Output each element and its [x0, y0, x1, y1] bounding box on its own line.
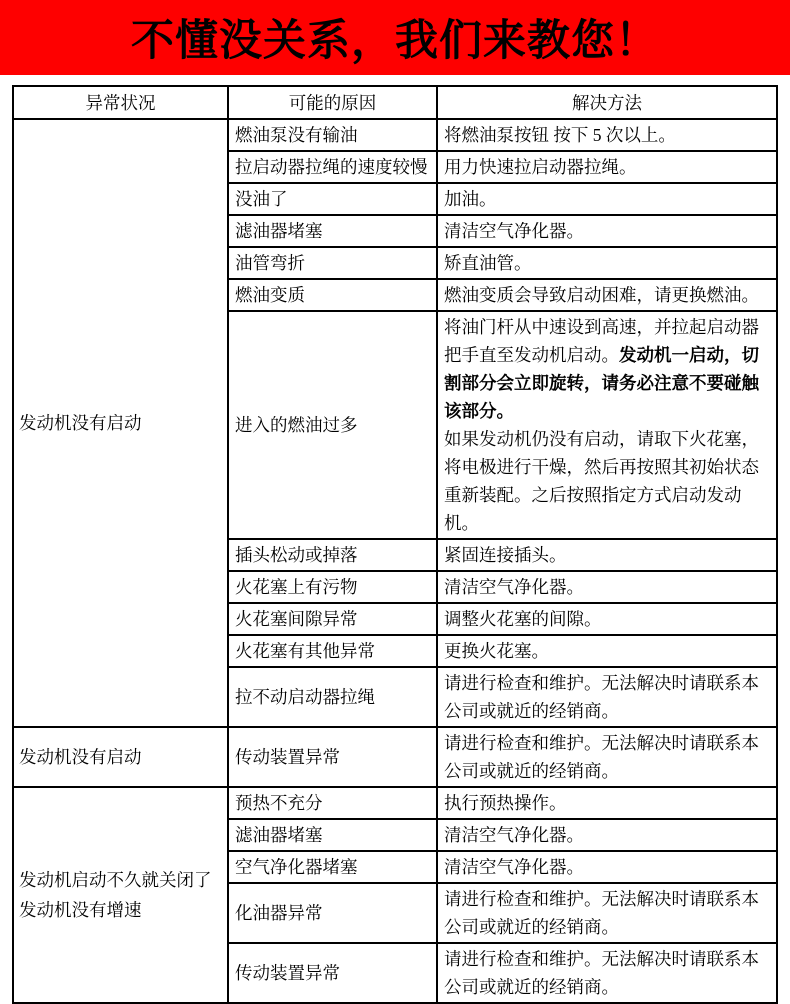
condition-cell [13, 787, 228, 1003]
troubleshooting-table [12, 85, 778, 1004]
solution-cell: 清洁空气净化器。 [437, 571, 777, 603]
table-header-row [13, 86, 777, 119]
cause-cell: 滤油器堵塞 [228, 215, 437, 247]
solution-cell: 清洁空气净化器。 [437, 215, 777, 247]
cause-cell: 预热不充分 [228, 787, 437, 819]
cause-cell: 空气净化器堵塞 [228, 851, 437, 883]
cause-cell: 滤油器堵塞 [228, 819, 437, 851]
solution-cell: 紧固连接插头。 [437, 539, 777, 571]
cause-cell: 插头松动或掉落 [228, 539, 437, 571]
condition-line: 发动机没有启动 [19, 747, 142, 767]
cause-cell: 火花塞上有污物 [228, 571, 437, 603]
condition-line: 发动机没有启动 [19, 413, 142, 433]
troubleshooting-table-body [13, 119, 777, 1003]
solution-cell: 请进行检查和维护。无法解决时请联系本公司或就近的经销商。 [437, 883, 777, 943]
table-row [13, 787, 777, 819]
header-cause: 可能的原因 [228, 86, 437, 119]
condition-cell [13, 119, 228, 727]
cause-cell: 化油器异常 [228, 883, 437, 943]
table-row [13, 119, 777, 151]
solution-cell: 更换火花塞。 [437, 635, 777, 667]
header-solution: 解决方法 [437, 86, 777, 119]
solution-cell: 请进行检查和维护。无法解决时请联系本公司或就近的经销商。 [437, 727, 777, 787]
cause-cell: 燃油变质 [228, 279, 437, 311]
solution-cell [437, 311, 777, 539]
solution-cell: 用力快速拉启动器拉绳。 [437, 151, 777, 183]
solution-cell: 请进行检查和维护。无法解决时请联系本公司或就近的经销商。 [437, 943, 777, 1003]
cause-cell: 没油了 [228, 183, 437, 215]
cause-cell: 拉启动器拉绳的速度较慢 [228, 151, 437, 183]
solution-text: 如果发动机仍没有启动，请取下火花塞，将电极进行干燥，然后再按照其初始状态重新装配。之后按照指定方式启动发动机。 [444, 429, 759, 533]
cause-cell: 拉不动启动器拉绳 [228, 667, 437, 727]
condition-line: 发动机没有增速 [19, 900, 142, 920]
cause-cell: 进入的燃油过多 [228, 311, 437, 539]
solution-cell: 清洁空气净化器。 [437, 819, 777, 851]
solution-cell: 清洁空气净化器。 [437, 851, 777, 883]
banner-title: 不懂没关系，我们来教您！ [131, 17, 659, 65]
header-condition: 异常状况 [13, 86, 228, 119]
promo-banner [0, 0, 790, 75]
cause-cell: 传动装置异常 [228, 727, 437, 787]
table-container [12, 85, 776, 1004]
cause-cell: 火花塞有其他异常 [228, 635, 437, 667]
solution-cell: 将燃油泵按钮 按下 5 次以上。 [437, 119, 777, 151]
cause-cell: 传动装置异常 [228, 943, 437, 1003]
solution-cell: 请进行检查和维护。无法解决时请联系本公司或就近的经销商。 [437, 667, 777, 727]
condition-cell [13, 727, 228, 787]
solution-cell: 执行预热操作。 [437, 787, 777, 819]
solution-text: 将油门杆从中速设到高速，并拉起启动器把手直至发动机启动。 [444, 317, 759, 365]
table-row [13, 727, 777, 787]
solution-cell: 燃油变质会导致启动困难，请更换燃油。 [437, 279, 777, 311]
solution-warning-text: 发动机一启动，切割部分会立即旋转，请务必注意不要碰触该部分。 [444, 345, 759, 421]
cause-cell: 燃油泵没有输油 [228, 119, 437, 151]
cause-cell: 火花塞间隙异常 [228, 603, 437, 635]
solution-cell: 矫直油管。 [437, 247, 777, 279]
solution-cell: 调整火花塞的间隙。 [437, 603, 777, 635]
solution-cell: 加油。 [437, 183, 777, 215]
cause-cell: 油管弯折 [228, 247, 437, 279]
condition-line: 发动机启动不久就关闭了 [19, 870, 212, 890]
